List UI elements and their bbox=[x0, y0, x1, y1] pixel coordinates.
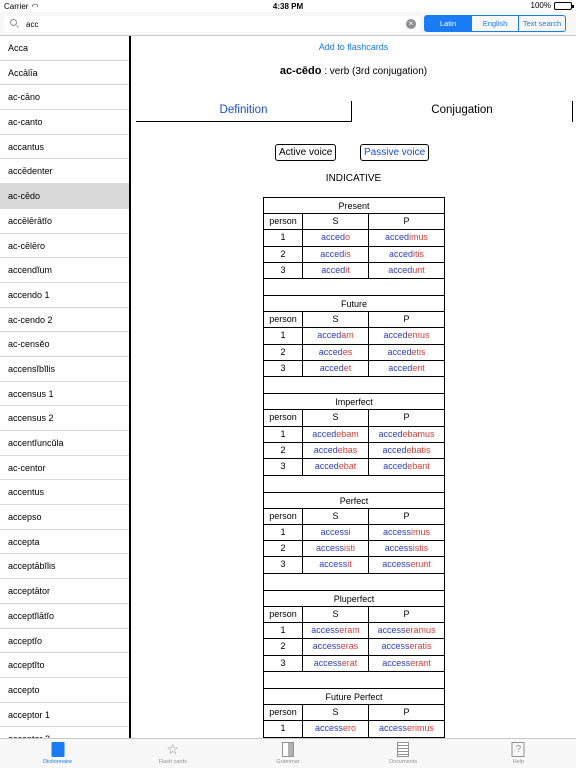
word-list-item[interactable]: ac-censĕo bbox=[0, 332, 129, 357]
table-row bbox=[264, 623, 444, 639]
header-row bbox=[264, 607, 444, 623]
table-row bbox=[264, 557, 444, 573]
headword: ac-cēdo bbox=[279, 65, 322, 77]
clock: 4:38 PM bbox=[272, 1, 304, 11]
word-list-item[interactable]: Acca bbox=[0, 36, 129, 61]
entry-panel bbox=[131, 36, 576, 738]
person-cell: 2 bbox=[264, 247, 303, 262]
tense-title: Imperfect bbox=[264, 394, 444, 410]
tab-help[interactable] bbox=[461, 739, 576, 768]
word-list-item[interactable]: accendĭum bbox=[0, 258, 129, 283]
status-bar bbox=[0, 0, 576, 12]
verb-ending: ebat bbox=[338, 461, 357, 472]
singular-form bbox=[303, 328, 369, 343]
verb-ending: isti bbox=[344, 543, 355, 554]
singular-form bbox=[303, 623, 369, 638]
verb-ending: ebant bbox=[407, 461, 430, 472]
header-row bbox=[264, 705, 444, 721]
col-person-header: person bbox=[264, 410, 303, 425]
verb-stem: access bbox=[381, 641, 410, 652]
verb-ending: erimus bbox=[407, 723, 435, 734]
word-list-item[interactable]: accepto bbox=[0, 678, 129, 703]
person-cell: 1 bbox=[264, 427, 303, 442]
word-list-item[interactable]: accensus 2 bbox=[0, 406, 129, 431]
word-list-item[interactable]: ac-cāno bbox=[0, 85, 129, 110]
plural-form bbox=[369, 328, 444, 343]
word-list-item[interactable]: accantus bbox=[0, 135, 129, 160]
verb-stem: acced bbox=[313, 444, 338, 455]
person-cell: 3 bbox=[264, 656, 303, 671]
col-singular-header: S bbox=[303, 312, 369, 327]
word-list-item[interactable]: ac-cendo 2 bbox=[0, 308, 129, 333]
col-person-header: person bbox=[264, 509, 303, 524]
verb-stem: acced bbox=[384, 232, 409, 243]
verb-stem: acced bbox=[320, 232, 345, 243]
word-list-item[interactable]: accēlērātĭo bbox=[0, 209, 129, 234]
tab-label: Dictionnaire bbox=[43, 759, 73, 765]
table-row bbox=[264, 459, 444, 475]
word-list-item[interactable]: acceptĭto bbox=[0, 653, 129, 678]
tense-title: Present bbox=[264, 198, 444, 214]
clear-search-icon[interactable]: × bbox=[406, 19, 416, 29]
col-person-header: person bbox=[264, 214, 303, 229]
table-row bbox=[264, 427, 444, 443]
tab-label: Flash cards bbox=[158, 759, 188, 765]
singular-form bbox=[303, 541, 369, 556]
singular-form bbox=[303, 639, 369, 654]
col-singular-header: S bbox=[303, 214, 369, 229]
col-person-header: person bbox=[264, 705, 303, 720]
tense-title: Pluperfect bbox=[264, 591, 444, 607]
table-row bbox=[264, 721, 444, 737]
singular-form bbox=[303, 525, 369, 540]
singular-form bbox=[303, 230, 369, 245]
person-cell: 2 bbox=[264, 345, 303, 360]
word-list-item[interactable]: ac-centor bbox=[0, 456, 129, 481]
verb-stem: access bbox=[384, 543, 413, 554]
grammar-book-icon bbox=[282, 742, 294, 757]
verb-ending: i bbox=[348, 526, 351, 537]
verb-ending: ent bbox=[412, 363, 425, 374]
col-plural-header: P bbox=[403, 608, 410, 619]
person-cell: 1 bbox=[264, 623, 303, 638]
verb-stem: acced bbox=[388, 248, 414, 259]
search-bar[interactable] bbox=[4, 16, 420, 32]
plural-form bbox=[369, 459, 444, 474]
tab-grammar[interactable] bbox=[230, 739, 345, 768]
person-cell: 1 bbox=[264, 525, 303, 540]
col-plural-header: P bbox=[403, 314, 410, 325]
verb-stem: acced bbox=[382, 444, 407, 455]
person-cell: 1 bbox=[264, 721, 303, 736]
plural-form bbox=[369, 230, 444, 245]
search-input[interactable] bbox=[26, 17, 396, 31]
add-to-flashcards-link[interactable]: Add to flashcards bbox=[318, 42, 389, 52]
documents-icon bbox=[397, 742, 409, 757]
verb-ending: ebas bbox=[337, 444, 358, 455]
plural-form bbox=[369, 361, 444, 376]
verb-ending: it bbox=[345, 264, 350, 275]
verb-stem: acced bbox=[319, 363, 344, 374]
col-plural-header: P bbox=[403, 216, 410, 226]
person-cell: 2 bbox=[264, 541, 303, 556]
verb-ending: erunt bbox=[410, 559, 431, 570]
tense-title: Future bbox=[264, 296, 444, 312]
verb-ending: etis bbox=[411, 346, 426, 357]
star-icon: ☆ bbox=[166, 741, 180, 757]
tab-definition[interactable]: Definition bbox=[136, 104, 351, 122]
header-row bbox=[264, 214, 444, 230]
col-singular-header: S bbox=[303, 705, 369, 720]
verb-ending: is bbox=[344, 248, 351, 259]
verb-stem: access bbox=[319, 559, 348, 570]
verb-stem: acced bbox=[312, 428, 337, 439]
word-list-item[interactable]: acceptātor bbox=[0, 579, 129, 604]
verb-stem: access bbox=[378, 723, 407, 734]
word-list-item[interactable]: accēdenter bbox=[0, 159, 129, 184]
tab-bar bbox=[0, 738, 576, 768]
plural-form bbox=[369, 427, 444, 442]
col-plural-header: P bbox=[403, 510, 410, 521]
top-bar bbox=[0, 12, 576, 36]
verb-ending: eras bbox=[340, 641, 359, 652]
verb-ending: imus bbox=[409, 232, 429, 243]
table-spacer bbox=[264, 672, 444, 689]
verb-ending: it bbox=[347, 559, 352, 570]
singular-form bbox=[303, 443, 369, 458]
verb-ending: es bbox=[342, 346, 353, 357]
plural-form bbox=[369, 443, 444, 458]
word-list-item[interactable]: accendo 1 bbox=[0, 283, 129, 308]
verb-ending: eramus bbox=[405, 625, 436, 636]
verb-ending: am bbox=[341, 330, 354, 341]
person-cell: 3 bbox=[264, 459, 303, 474]
verb-stem: access bbox=[377, 625, 406, 636]
table-row bbox=[264, 361, 444, 377]
table-row bbox=[264, 541, 444, 557]
verb-ending: eratis bbox=[409, 641, 432, 652]
table-spacer bbox=[264, 476, 444, 493]
header-row bbox=[264, 410, 444, 426]
verb-stem: acced bbox=[378, 428, 403, 439]
tab-documents[interactable] bbox=[346, 739, 461, 768]
word-list-item[interactable]: acceptĭlātĭo bbox=[0, 604, 129, 629]
verb-ending: ebam bbox=[336, 428, 359, 439]
conjugation-table bbox=[263, 197, 445, 739]
singular-form bbox=[303, 247, 369, 262]
verb-stem: acced bbox=[387, 346, 412, 357]
col-singular-header: S bbox=[303, 410, 369, 425]
word-list bbox=[0, 36, 129, 738]
word-list-item[interactable]: accepso bbox=[0, 505, 129, 530]
singular-form bbox=[303, 427, 369, 442]
plural-form bbox=[369, 345, 444, 360]
headword-line bbox=[131, 65, 576, 77]
active-voice-button[interactable]: Active voice bbox=[275, 144, 336, 161]
singular-form bbox=[303, 656, 369, 671]
table-row bbox=[264, 443, 444, 459]
verb-ending: imus bbox=[411, 526, 431, 537]
verb-stem: access bbox=[320, 526, 349, 537]
tense-title: Perfect bbox=[264, 493, 444, 509]
plural-form bbox=[369, 639, 444, 654]
tab-conjugation[interactable]: Conjugation bbox=[351, 101, 573, 122]
verb-stem: access bbox=[314, 723, 343, 734]
person-cell: 3 bbox=[264, 263, 303, 278]
col-singular-header: S bbox=[303, 607, 369, 622]
verb-ending: erant bbox=[410, 657, 431, 668]
singular-form bbox=[303, 263, 369, 278]
table-row bbox=[264, 639, 444, 655]
header-row bbox=[264, 312, 444, 328]
verb-ending: o bbox=[345, 232, 351, 243]
col-plural-header: P bbox=[403, 412, 410, 423]
table-row bbox=[264, 263, 444, 279]
table-row bbox=[264, 345, 444, 361]
plural-form bbox=[369, 263, 444, 278]
verb-stem: access bbox=[311, 625, 340, 636]
verb-stem: acced bbox=[321, 264, 346, 275]
word-list-item[interactable]: acceptor 1 bbox=[0, 703, 129, 728]
tab-dictionnaire[interactable] bbox=[0, 739, 115, 768]
word-list-item[interactable]: ac-canto bbox=[0, 110, 129, 135]
tab-label: Help bbox=[512, 759, 525, 765]
segment-english[interactable]: English bbox=[471, 16, 518, 31]
book-icon bbox=[51, 742, 64, 757]
verb-ending: ero bbox=[343, 723, 357, 734]
col-singular-header: S bbox=[303, 509, 369, 524]
table-row bbox=[264, 247, 444, 263]
word-list-item[interactable]: Accālīa bbox=[0, 61, 129, 86]
col-person-header: person bbox=[264, 312, 303, 327]
header-row bbox=[264, 509, 444, 525]
verb-stem: acced bbox=[388, 363, 413, 374]
verb-ending: et bbox=[343, 363, 352, 374]
plural-form bbox=[369, 541, 444, 556]
plural-form bbox=[369, 525, 444, 540]
battery-icon bbox=[554, 2, 572, 10]
tab-label: Grammar bbox=[276, 759, 300, 765]
word-list-item[interactable]: acceptābĭlis bbox=[0, 554, 129, 579]
word-list-item[interactable]: accentĭuncŭla bbox=[0, 431, 129, 456]
battery-percent: 100% bbox=[530, 1, 551, 10]
verb-ending: ebatis bbox=[406, 444, 431, 455]
word-list-item[interactable]: acceptĭo bbox=[0, 629, 129, 654]
plural-form bbox=[369, 247, 444, 262]
tab-label: Documents bbox=[389, 759, 418, 765]
verb-stem: acced bbox=[320, 248, 345, 259]
segment-text-search[interactable]: Text search bbox=[518, 16, 565, 31]
verb-stem: access bbox=[382, 657, 411, 668]
col-person-header: person bbox=[264, 607, 303, 622]
plural-form bbox=[369, 623, 444, 638]
tense-title: Future Perfect bbox=[264, 689, 444, 705]
verb-ending: eram bbox=[339, 625, 360, 636]
table-spacer bbox=[264, 377, 444, 394]
verb-ending: istis bbox=[412, 543, 429, 554]
verb-stem: access bbox=[315, 543, 344, 554]
verb-stem: acced bbox=[317, 330, 342, 341]
person-cell: 1 bbox=[264, 230, 303, 245]
battery-indicator bbox=[531, 1, 572, 10]
singular-form bbox=[303, 459, 369, 474]
col-plural-header: P bbox=[403, 706, 410, 717]
table-row bbox=[264, 230, 444, 246]
segment-latin[interactable]: Latin bbox=[425, 16, 471, 31]
verb-ending: itis bbox=[413, 248, 425, 259]
verb-ending: emus bbox=[407, 330, 430, 341]
search-icon bbox=[10, 19, 17, 26]
word-list-item[interactable]: accensus 1 bbox=[0, 382, 129, 407]
person-cell: 3 bbox=[264, 361, 303, 376]
singular-form bbox=[303, 361, 369, 376]
verb-stem: acced bbox=[388, 264, 413, 275]
table-spacer bbox=[264, 574, 444, 591]
passive-voice-button[interactable]: Passive voice bbox=[360, 144, 429, 161]
plural-form bbox=[369, 557, 444, 572]
mood-heading: INDICATIVE bbox=[325, 173, 382, 184]
plural-form bbox=[369, 721, 444, 736]
table-row bbox=[264, 328, 444, 344]
verb-ending: unt bbox=[412, 264, 425, 275]
verb-stem: access bbox=[382, 559, 411, 570]
verb-ending: erat bbox=[341, 657, 358, 668]
wifi-icon: ◠ bbox=[31, 1, 39, 11]
verb-stem: acced bbox=[383, 461, 408, 472]
singular-form bbox=[303, 345, 369, 360]
word-list-item[interactable]: ac-cēdo bbox=[0, 184, 129, 209]
verb-stem: acced bbox=[383, 330, 408, 341]
plural-form bbox=[369, 656, 444, 671]
verb-ending: ebamus bbox=[402, 428, 435, 439]
verb-stem: access bbox=[382, 526, 411, 537]
word-list-item[interactable]: accentus bbox=[0, 480, 129, 505]
singular-form bbox=[303, 557, 369, 572]
verb-stem: access bbox=[313, 657, 342, 668]
person-cell: 2 bbox=[264, 443, 303, 458]
table-row bbox=[264, 525, 444, 541]
table-row bbox=[264, 656, 444, 672]
carrier-label: Carrier bbox=[4, 1, 29, 11]
word-list-item[interactable]: accepta bbox=[0, 530, 129, 555]
singular-form bbox=[303, 721, 369, 736]
verb-stem: access bbox=[312, 641, 341, 652]
person-cell: 1 bbox=[264, 328, 303, 343]
headword-info: : verb (3rd conjugation) bbox=[321, 66, 428, 77]
person-cell: 2 bbox=[264, 639, 303, 654]
verb-stem: acced bbox=[318, 346, 343, 357]
person-cell: 3 bbox=[264, 557, 303, 572]
word-list-item[interactable]: ac-cēlēro bbox=[0, 234, 129, 259]
table-spacer bbox=[264, 279, 444, 296]
help-icon: ? bbox=[512, 742, 525, 757]
language-selector bbox=[424, 15, 566, 32]
word-list-item[interactable]: accensĭbĭlis bbox=[0, 357, 129, 382]
verb-stem: acced bbox=[314, 461, 339, 472]
tab-flash-cards[interactable] bbox=[115, 739, 230, 768]
